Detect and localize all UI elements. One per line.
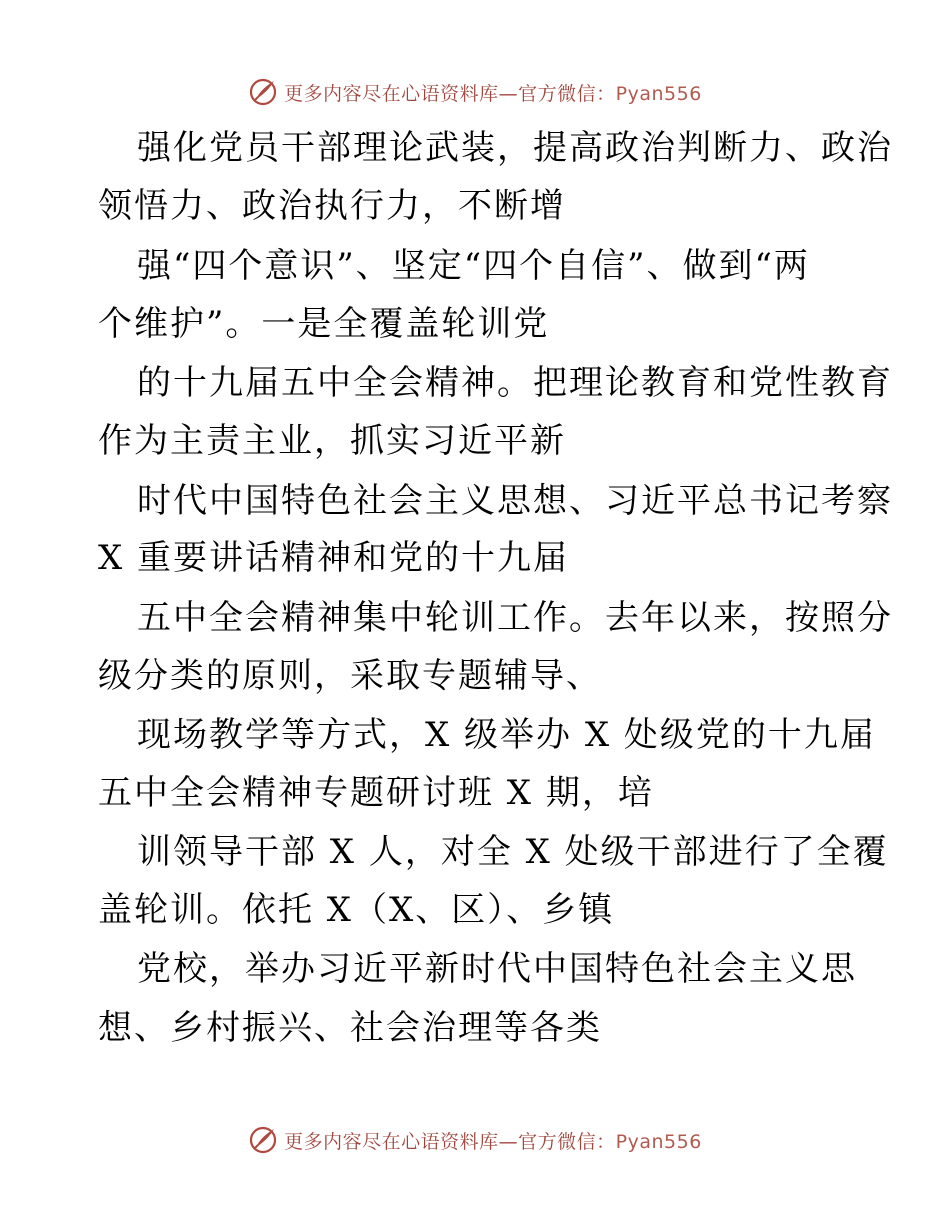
paragraph-line: 时代中国特色社会主义思想、习近平总书记考察 xyxy=(137,481,893,521)
paragraph-line: X 重要讲话精神和党的十九届 xyxy=(98,538,570,578)
watermark-text: 更多内容尽在心语资料库—官方微信：Pyan556 xyxy=(284,82,702,105)
paragraph-line: 五中全会精神专题研讨班 X 期，培 xyxy=(98,773,654,813)
paragraph-line: 党校，举办习近平新时代中国特色社会主义思 xyxy=(137,949,857,989)
paragraph-line: 五中全会精神集中轮训工作。去年以来，按照分 xyxy=(137,598,893,638)
paragraph-line: 训领导干部 X 人，对全 X 处级干部进行了全覆 xyxy=(137,832,889,872)
paragraph-line: 级分类的原则，采取专题辅导、 xyxy=(98,656,602,696)
quill-logo-icon xyxy=(248,1125,278,1155)
paragraph-line: 想、乡村振兴、社会治理等各类 xyxy=(98,1008,602,1048)
paragraph-line: 盖轮训。依托 X（X、区）、乡镇 xyxy=(98,890,615,930)
header-watermark xyxy=(0,72,950,112)
paragraph-line: 领悟力、政治执行力，不断增 xyxy=(98,186,566,226)
paragraph-line: 作为主责主业，抓实习近平新 xyxy=(98,421,566,461)
quill-logo-icon xyxy=(248,77,278,107)
paragraph-line: 现场教学等方式，X 级举办 X 处级党的十九届 xyxy=(137,715,876,755)
paragraph-line: 强化党员干部理论武装，提高政治判断力、政治 xyxy=(137,128,893,168)
paragraph-line: 个维护”。一是全覆盖轮训党 xyxy=(98,304,550,344)
paragraph-line: 的十九届五中全会精神。把理论教育和党性教育 xyxy=(137,363,893,403)
paragraph-line: 强“四个意识”、坚定“四个自信”、做到“两 xyxy=(137,246,810,286)
watermark-text: 更多内容尽在心语资料库—官方微信：Pyan556 xyxy=(284,1130,702,1153)
footer-watermark xyxy=(0,1120,950,1160)
